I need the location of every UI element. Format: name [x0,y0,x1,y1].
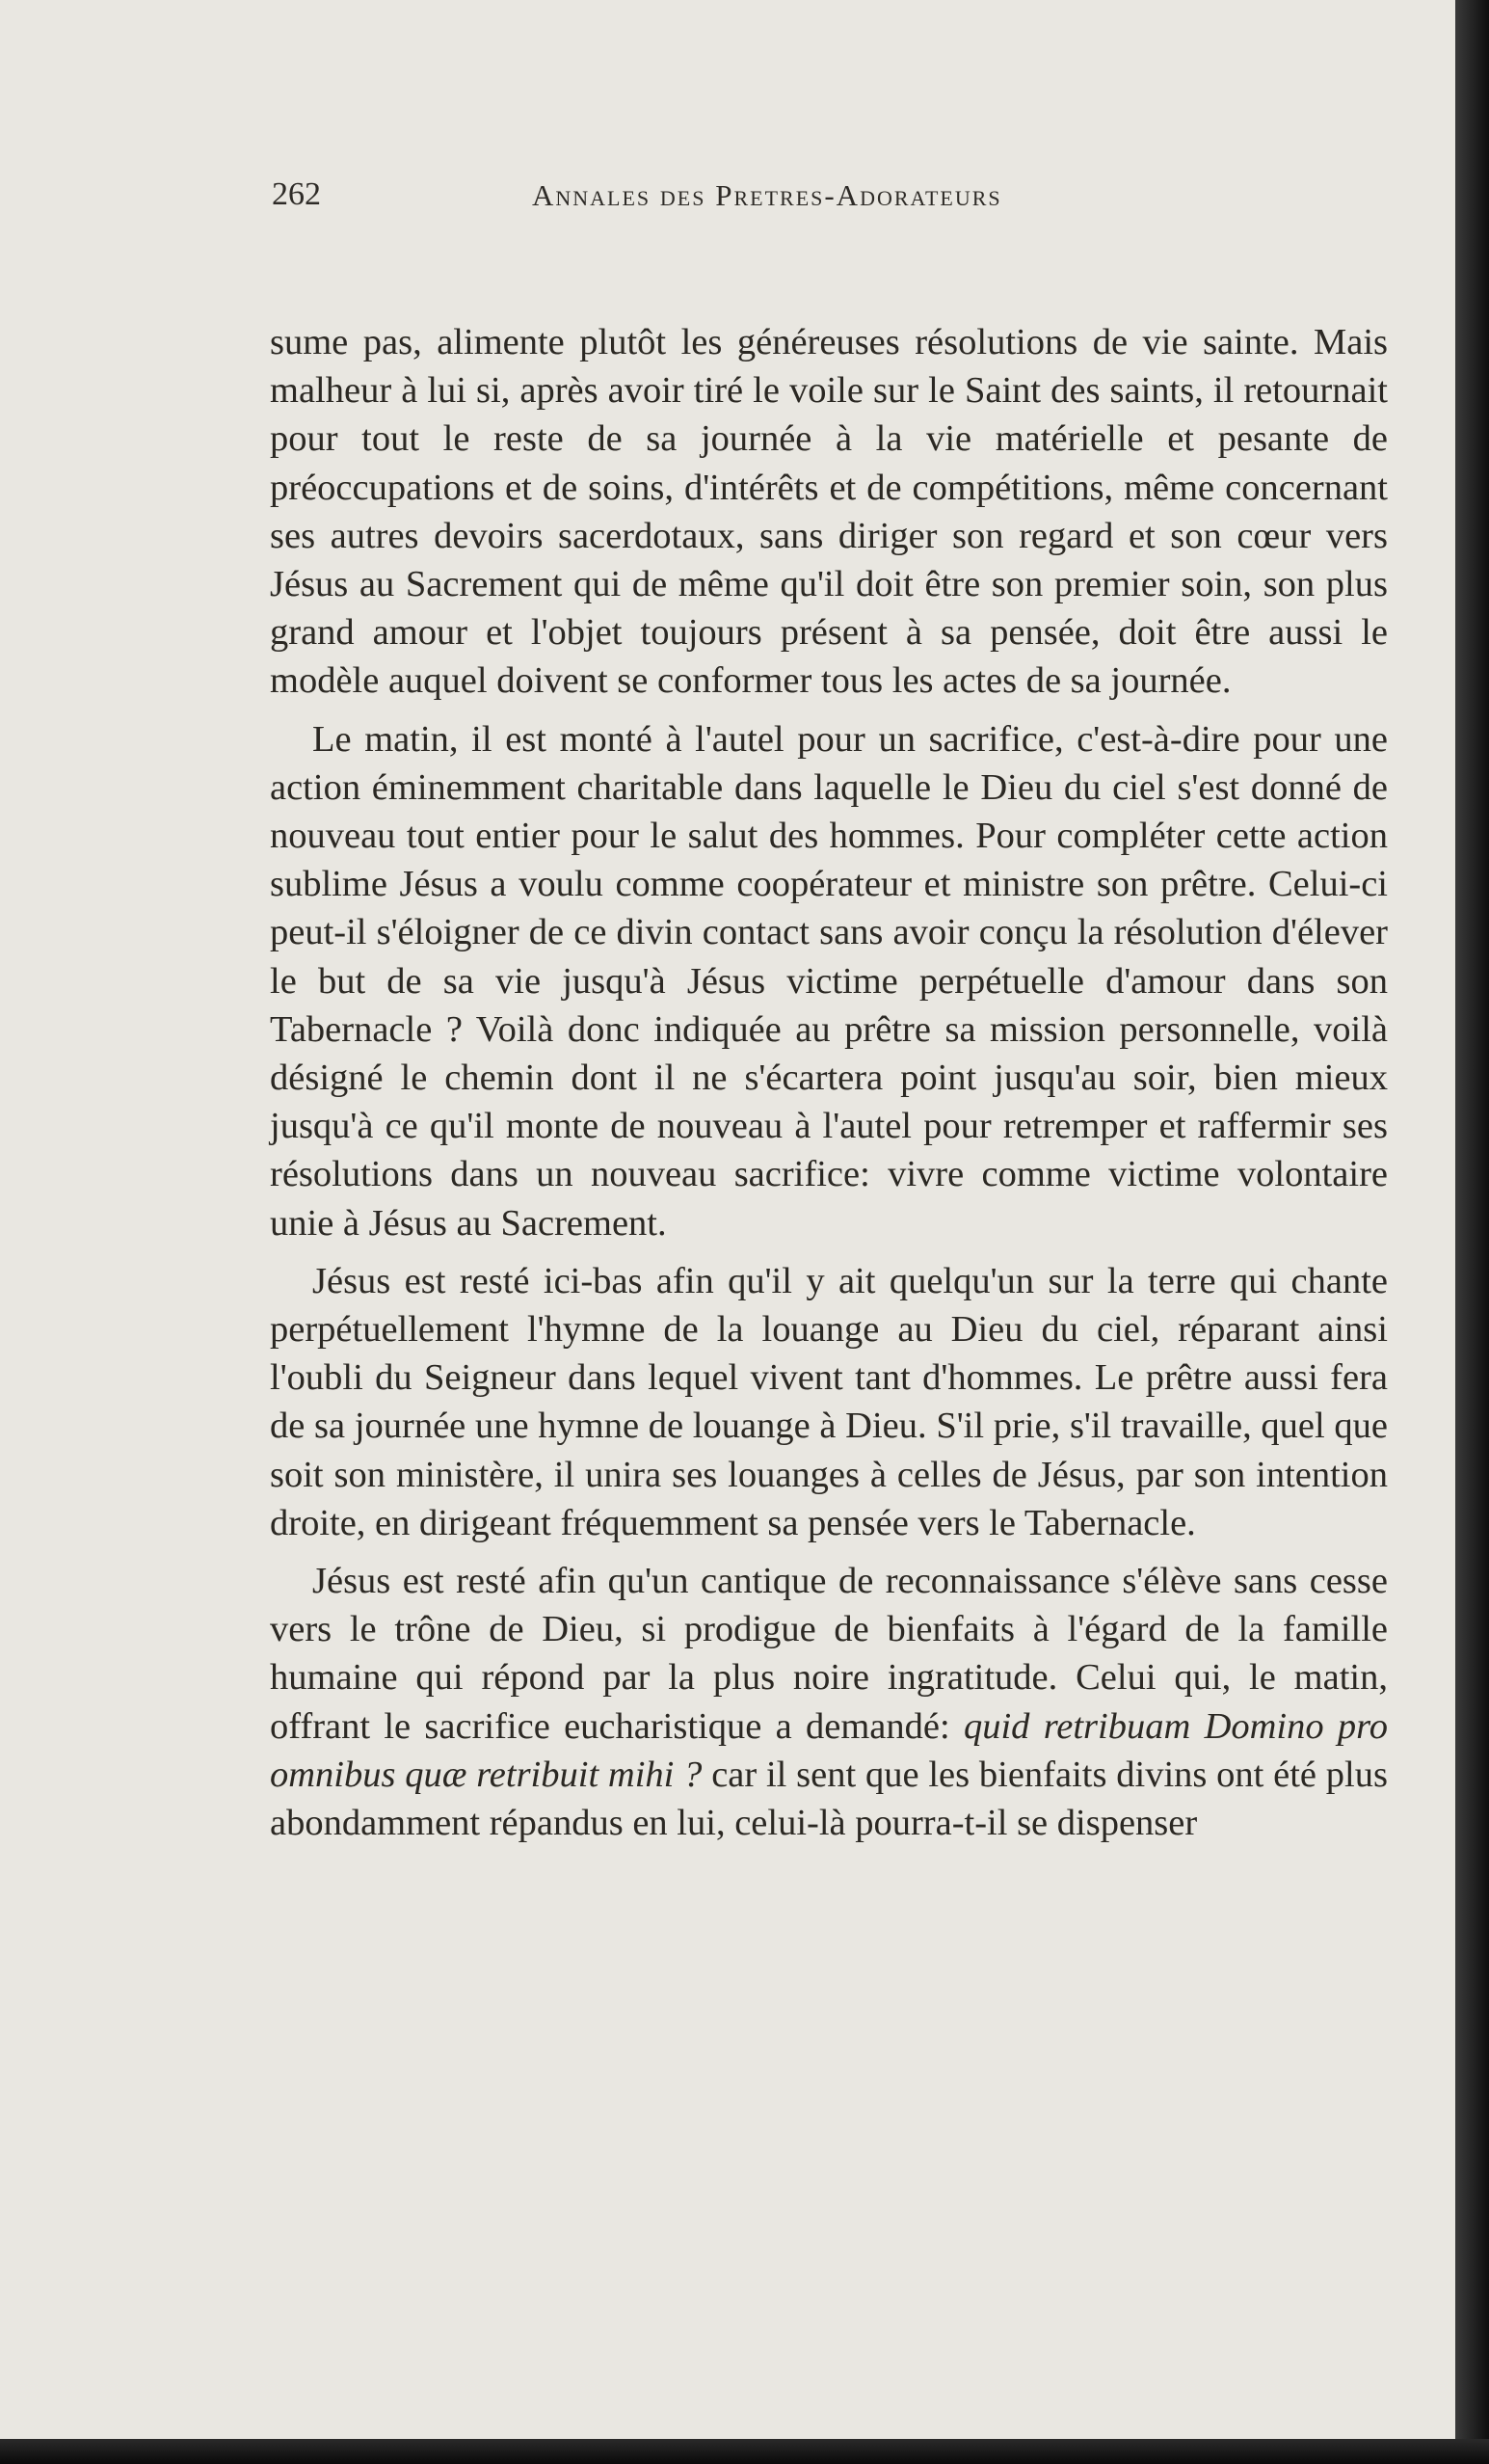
paragraph-3: Jésus est resté ici-bas afin qu'il y ait quelqu'un sur la terre qui chante perpétuellement l'hymne de la louange au Dieu du ciel, réparant ainsi l'oubli du Seigneur dans lequel vivent tant d'hommes. Le prêtre aussi fera de sa journée une hymne de louange à Dieu. S'il prie, s'il travaille, quel que soit son ministère, il unira ses louanges à celles de Jésus, par son intention droite, en dirigeant fréquemment sa pensée vers le Tabernacle. [270,1260,1388,1543]
page-edge-shadow [1455,0,1489,2464]
paragraph-4 [270,1557,1388,1847]
page-number: 262 [272,176,321,212]
body-text [270,318,1388,1847]
paragraph-2: Le matin, il est monté à l'autel pour un sacrifice, c'est-à-dire pour une action éminemment charitable dans laquelle le Dieu du ciel s'est donné de nouveau tout entier pour le salut des hommes. Pour compléter cette action sublime Jésus a voulu comme coopérateur et ministre son prêtre. Celui-ci peut-il s'éloigner de ce divin contact sans avoir conçu la résolution d'élever le but de sa vie jusqu'à Jésus victime perpétuelle d'amour dans son Tabernacle ? Voilà donc indiquée au prêtre sa mission personnelle, voilà désigné le chemin dont il ne s'écartera point jusqu'au soir, bien mieux jusqu'à ce qu'il monte de nouveau à l'autel pour retremper et raffermir ses résolutions dans un nouveau sacrifice: vivre comme victime volontaire unie à Jésus au Sacrement. [270,718,1388,1244]
running-title: Annales des Pretres-Adorateurs [532,178,1002,212]
running-head [272,176,1409,225]
paragraph-4-part-1: Jésus est resté afin qu'un cantique de reconnaissance s'élève sans cesse vers le trône de Dieu, si prodigue de bienfaits à l'égard de la famille humaine qui répond par la plus noire ingratitude. Celui qui, le matin, offrant le sacrifice eucharistique a demandé: [270,1561,1388,1747]
page-bottom-shadow [0,2439,1489,2464]
paragraph-1: sume pas, alimente plutôt les généreuses résolutions de vie sainte. Mais malheur à lui si, après avoir tiré le voile sur le Saint des saints, il retournait pour tout le reste de sa journée à la vie matérielle et pesante de préoccupations et de soins, d'intérêts et de compétitions, même concernant ses autres devoirs sacerdotaux, sans diriger son regard et son cœur vers Jésus au Sacrement qui de même qu'il doit être son premier soin, son plus grand amour et l'objet toujours présent à sa pensée, doit être aussi le modèle auquel doivent se conformer tous les actes de sa journée. [270,322,1388,702]
latin-quotation: quid retribuam Domino pro omnibus quæ retribuit mihi ? [270,1705,1388,1795]
paragraph-4-part-2: car il sent que les bienfaits divins ont été plus abondamment répandus en lui, celui-là pourra-t-il se dispenser [270,1754,1388,1844]
